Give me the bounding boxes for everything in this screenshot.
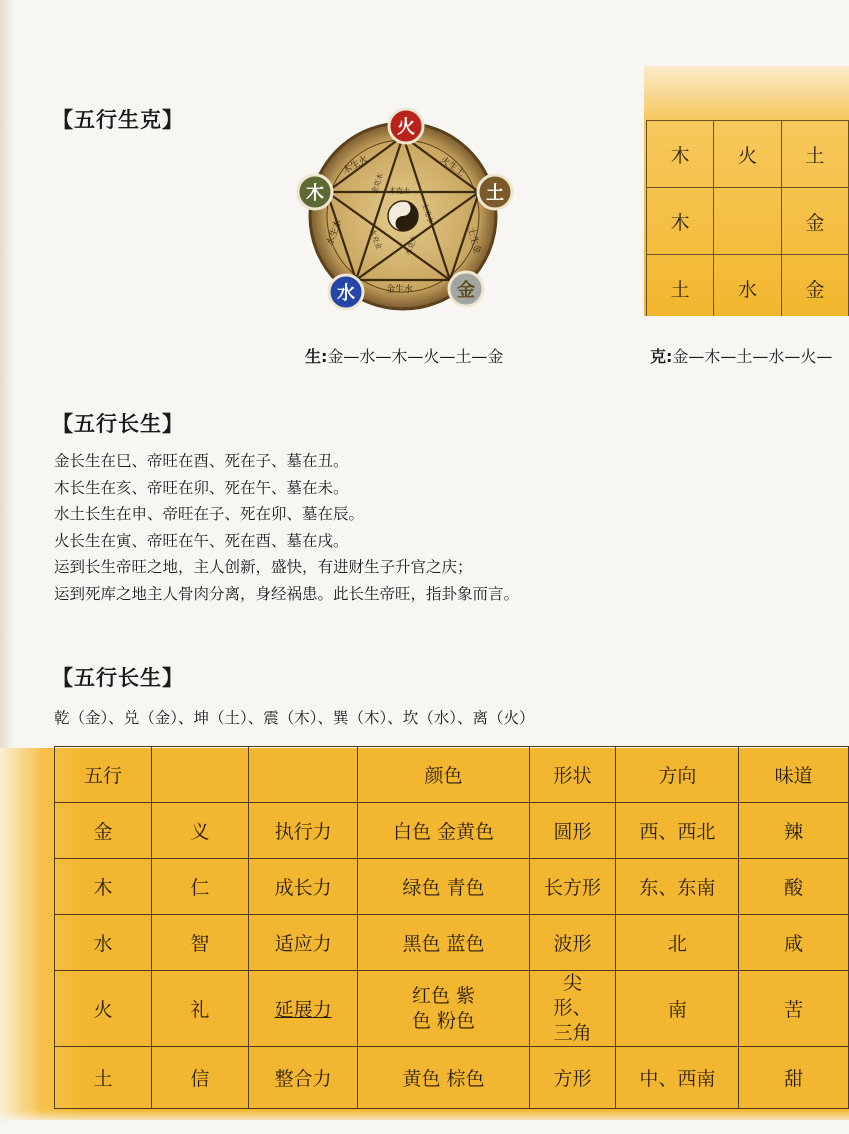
table-row — [55, 803, 849, 859]
trigram-line: 乾（金）、兑（金）、坤（土）、震（木）、巽（木）、坎（水）、离（火） — [54, 709, 535, 727]
label-wood-earth: 木克土 — [389, 187, 410, 195]
taiji-dot-light — [401, 206, 406, 211]
section1-heading: 【五行生克】 — [52, 107, 184, 132]
ke-text: 金—木—土—水—火— — [672, 347, 833, 366]
header-cell: 形状 — [529, 747, 616, 803]
metal-node-label: 金 — [457, 280, 475, 301]
table-cell: 长方形 — [529, 859, 616, 915]
table-cell: 咸 — [739, 915, 849, 971]
changsheng-text — [54, 448, 519, 607]
text-line: 水土长生在申、帝旺在子、死在卯、墓在辰。 — [54, 505, 365, 523]
table-cell: 执行力 — [248, 803, 358, 859]
table-cell: 智 — [151, 915, 248, 971]
section2-heading: 【五行长生】 — [52, 411, 184, 436]
fire-node-label: 火 — [397, 117, 415, 138]
ke-cell: 土 — [647, 255, 714, 317]
text-line: 木长生在亥、帝旺在卯、死在午、墓在未。 — [54, 478, 349, 497]
header-cell: 味道 — [739, 747, 849, 803]
label-water-fire: 水克火 — [404, 234, 420, 257]
wuxing-table — [54, 746, 849, 1109]
header-cell — [151, 747, 248, 803]
table-cell: 苦 — [739, 971, 849, 1047]
table-cell: 水 — [55, 915, 152, 971]
ke-table-area — [644, 66, 849, 316]
table-row — [55, 859, 849, 915]
label-fire-metal: 火克金 — [368, 227, 383, 251]
table-row — [55, 971, 849, 1047]
table-cell: 信 — [151, 1047, 248, 1109]
earth-node-label: 土 — [486, 183, 504, 204]
label-water-wood: 水生木 — [325, 218, 345, 248]
table-cell: 成长力 — [248, 859, 358, 915]
text-line: 运到长生帝旺之地，主人创新，盛快，有进财生子升官之庆； — [54, 558, 473, 576]
table-cell: 西、西北 — [616, 803, 739, 859]
header-cell: 颜色 — [358, 747, 529, 803]
table-cell: 黄色 棕色 — [358, 1047, 529, 1109]
label-fire-earth: 火生土 — [438, 155, 467, 179]
table-cell: 甜 — [739, 1047, 849, 1109]
text-line: 运到死库之地主人骨肉分离，身经祸患。此长生帝旺，指卦象而言。 — [54, 584, 520, 603]
ke-caption — [650, 344, 832, 367]
text-line: 金长生在巳、帝旺在酉、死在子、墓在丑。 — [54, 452, 349, 470]
header-cell: 五行 — [55, 747, 152, 803]
table-row — [55, 1047, 849, 1109]
ke-cell: 火 — [714, 121, 781, 188]
taiji-dot-dark — [401, 221, 406, 226]
ke-cell: 金 — [781, 255, 848, 317]
label-earth-metal: 土生金 — [465, 226, 482, 255]
table-cell: 尖形、三角 — [529, 971, 616, 1047]
text-line: 火长生在寅、帝旺在午、死在酉、墓在戌。 — [54, 531, 349, 550]
table-cell: 中、西南 — [616, 1047, 739, 1109]
ke-cell: 木 — [647, 188, 714, 255]
table-cell: 黑色 蓝色 — [358, 915, 529, 971]
table-cell: 绿色 青色 — [358, 859, 529, 915]
table-cell: 礼 — [151, 971, 248, 1047]
label-metal-wood: 金克木 — [370, 172, 386, 195]
ke-cell: 金 — [781, 188, 848, 255]
table-cell: 延展力 — [248, 971, 358, 1047]
sheng-text: 金—水—木—火—土—金 — [327, 347, 504, 366]
table-cell: 义 — [151, 803, 248, 859]
label-metal-water: 金生水 — [386, 285, 414, 295]
ke-cell: 木 — [647, 121, 714, 188]
wuxing-diagram — [290, 106, 520, 316]
table-cell: 辣 — [739, 803, 849, 859]
table-cell: 南 — [616, 971, 739, 1047]
header-cell: 方向 — [616, 747, 739, 803]
table-cell: 酸 — [739, 859, 849, 915]
table-row — [55, 915, 849, 971]
table-cell: 白色 金黄色 — [358, 803, 529, 859]
table-cell: 火 — [55, 971, 152, 1047]
table-header-row — [55, 747, 849, 803]
label-earth-water: 土克水 — [420, 201, 435, 225]
table-cell: 北 — [616, 915, 739, 971]
table-cell: 东、东南 — [616, 859, 739, 915]
table-cell: 整合力 — [248, 1047, 358, 1109]
table-cell: 波形 — [529, 915, 616, 971]
sheng-label: 生: — [305, 347, 328, 366]
label-wood-fire: 木生火 — [341, 154, 370, 177]
table-cell: 红色 紫色 粉色 — [358, 971, 529, 1047]
section3-heading: 【五行长生】 — [52, 665, 184, 690]
table-cell: 金 — [55, 803, 152, 859]
ke-label: 克: — [650, 347, 673, 366]
sheng-caption — [305, 344, 503, 367]
header-cell — [248, 747, 358, 803]
table-cell: 圆形 — [529, 803, 616, 859]
table-cell: 木 — [55, 859, 152, 915]
table-cell: 适应力 — [248, 915, 358, 971]
ke-cell: 土 — [781, 121, 848, 188]
ke-cell — [714, 188, 781, 255]
water-node-label: 水 — [337, 283, 355, 304]
ke-cell: 水 — [714, 255, 781, 317]
table-cell: 仁 — [151, 859, 248, 915]
table-cell: 方形 — [529, 1047, 616, 1109]
wuxing-svg — [290, 106, 520, 316]
bottom-fade — [0, 1110, 849, 1134]
table-cell: 土 — [55, 1047, 152, 1109]
ke-table — [646, 120, 849, 316]
wood-node-label: 木 — [306, 183, 324, 204]
